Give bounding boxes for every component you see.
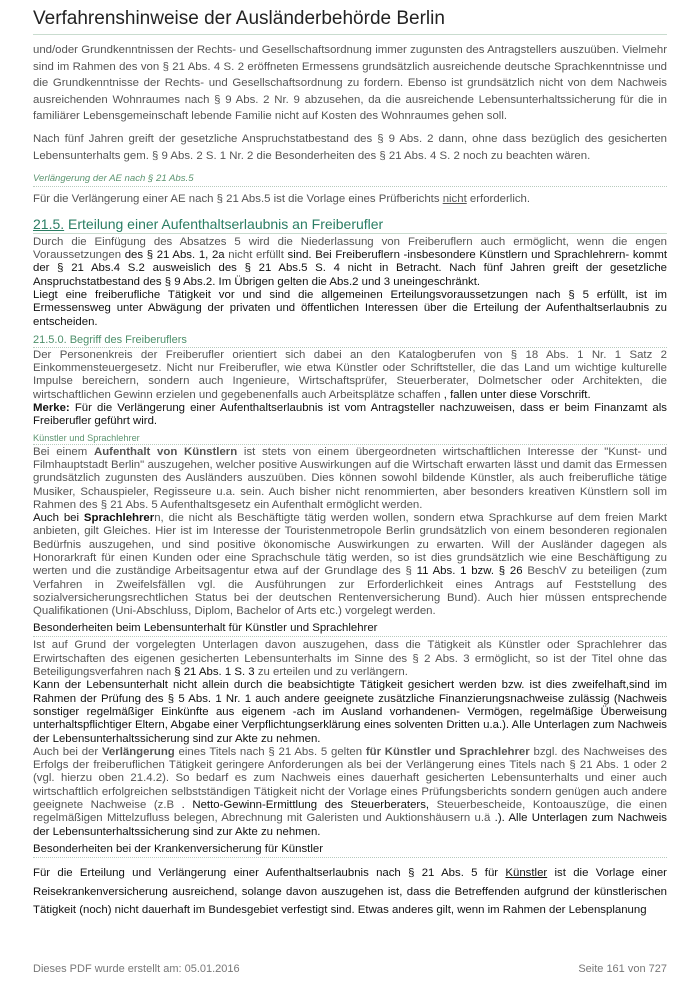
- lebensunterhalt-p3-black-2: .). Alle Unterlagen zum Nachweis der Lebensunterhaltssicherung sind zur Akte zu nehmen.: [33, 812, 667, 838]
- kuenstler-p2-part-c: BeschV zu beteiligen (zum Verfahren in Zweifelsfällen vgl. die Ausführungen zur Erforderlichkeit eines Antrags auf Feststellung des sozialversicherungsrechtlichen Status bei der deutschen Rentenversicherung Bund). Auch hier müssen entsprechende Qualifikationen (Uni-Abschluss, Diplom, Bachelor of Arts etc.) vorgelegt werden.: [33, 565, 667, 618]
- kuenstler-p1-bold: Aufenthalt von Künstlern: [93, 445, 238, 458]
- begriff-heading: 21.5.0. Begriff des Freiberuflers: [33, 334, 667, 348]
- section-number: 21.5.: [33, 215, 65, 232]
- lebensunterhalt-paragraph-2: Kann der Lebensunterhalt nicht allein durch die beabsichtigte Tätigkeit gesichert werden bzw. ist dies zweifelhaft,sind im Rahmen der Prüfung des § 5 Abs. 1 Nr. 1 auch andere geeignete zusätzliche Finanzierungsnachweise zulässig (Nachweis sonstiger regelmäßiger Einkünfte aus eigenem -ach im Ausland vorhandenen- Vermögen, regelmäßige Überweisung unterhaltspflichtiger Eltern, Abgabe einer Verpflichtungserklärung eines solventen Dritten u.a.). Alle Unterlagen zum Nachweis der Lebensunterhaltssicherung sind zur Akte zu nehmen.: [33, 679, 667, 745]
- lebensunterhalt-p3-part-c: bzgl. des Nachweises des Erfolgs der freiberuflichen Tätigkeit geringere Anforderungen als bei der Verlängerung eines Titels nach § 21 Abs. 1 oder 2 (vgl. hierzu oben 21.4.2). So bedarf es zum Nachweis eines dauerhaft gesicherten Lebensunterhalts und einer auch wirtschaftlich erfolgreichen selbstständigen Tätigkeit nicht der Vorlage eines Prüfungsberichts sondern genügen auch andere geeignete Nachweise (z.B: [33, 745, 668, 812]
- intro-paragraph-1: und/oder Grundkenntnissen der Rechts- und Gesellschaftsordnung immer zugunsten des Antragstellers auszuüben. Vielmehr sind im Rahmen des von § 21 Abs. 4 S. 2 eröffneten Ermessens grundsätzlich ausreichende deutsche Sprachkenntnisse und die Grundkenntnisse der Rechts- und Gesellschaftsordnung zu fordern. Ebenso ist grundsätzlich nicht von dem Nachweis ausreichenden Wohnraumes nach § 9 Abs. 2 Nr. 9 abzusehen, da die ausreichende Lebensunterhaltssicherung für die in familiärer Lebensgemeinschaft lebende Familie nicht auf Kosten des Wohnraumes gehen soll.: [33, 44, 667, 123]
- kranken-paragraph: [33, 864, 667, 920]
- footer-created-date: Dieses PDF wurde erstellt am: 05.01.2016: [33, 963, 240, 975]
- lebensunterhalt-p3-bold-1: Verlängerung: [101, 745, 175, 758]
- verlaengerung-heading: Verlängerung der AE nach § 21 Abs.5: [33, 173, 667, 187]
- kuenstler-p2-part-a: Auch bei: [33, 512, 84, 525]
- page-footer: [33, 963, 667, 975]
- lebensunterhalt-p3-part-a: Auch bei der: [33, 745, 102, 758]
- intro-paragraph-2: Nach fünf Jahren greift der gesetzliche Anspruchstatbestand des § 9 Abs. 2 dann, ohne dass bezüglich des gesicherten Lebensunterhalts gem. § 9 Abs. 2 S. 1 Nr. 2 die Besonderheiten des § 21 Abs. 4 S. 2 noch zu beachten wären.: [33, 132, 667, 162]
- verlaengerung-text-before: Für die Verlängerung einer AE nach § 21 Abs.5 ist die Vorlage eines Prüfberichts: [33, 193, 443, 206]
- merke-paragraph: [33, 402, 667, 429]
- begriff-paragraph-1: [33, 349, 667, 402]
- lebensunterhalt-p1-black: § 21 Abs. 1 S. 3: [174, 666, 255, 679]
- kuenstler-p2-black: 11 Abs. 1 bzw. § 26: [416, 565, 523, 578]
- kuenstler-paragraph-2: [33, 512, 667, 618]
- section-p1-part-d: sind. Bei Freiberuflern -insbesondere Künstlern und Sprachlehrern- kommt der § 21 Abs.4 S.2 ausweislich des § 21 Abs.5 S. 4 nicht in Betracht. Nach fünf Jahren greift der gesetzliche Anspruchstatbestand des § 9 Abs.2. Im Übrigen gelten die Abs.2 und 3 uneingeschränkt.: [33, 249, 667, 288]
- section-heading: [33, 216, 667, 234]
- kuenstler-p2-bold: Sprachlehrer: [83, 512, 155, 525]
- lebensunterhalt-paragraph-1: [33, 639, 667, 679]
- section-p1-part-a: Durch die Einfügung des Absatzes 5 wird die Niederlassung von Freiberuflern auch ermöglicht, wenn die engen Voraussetzungen: [33, 235, 667, 262]
- section-paragraph-1: [33, 236, 667, 289]
- merke-text: Für die Verlängerung einer Aufenthaltserlaubnis ist vom Antragsteller nachzuweisen, dass er beim Finanzamt als Freiberufler geführt wird.: [33, 402, 667, 428]
- begriff-p1-part-a: Der Personenkreis der Freiberufler orientiert sich dabei an den Katalogberufen von § 18 Abs. 1 Nr. 1 Satz 2 Einkommensteuergesetz. Nicht nur Freiberufler, wie etwa Künstler oder Schriftsteller, die das Land um wichtige kulturelle Impulse bereichern, sondern auch Ingenieure, Wirtschaftsprüfer, Steuerberater, Dolmetscher oder Architekten, die wirtschaftlichen Gewinn erzielen und gegebenenfalls auch Arbeitsplätze schaffen: [33, 348, 667, 401]
- section-paragraph-2: Liegt eine freiberufliche Tätigkeit vor und sind die allgemeinen Erteilungsvoraussetzungen nach § 5 erfüllt, ist im Ermessensweg unter Abwägung der privaten und öffentlichen Interessen über die Erteilung der Aufenthaltserlaubnis zu entscheiden.: [33, 288, 667, 328]
- kranken-text-underlined: Künstler: [505, 866, 548, 879]
- kuenstler-p1-part-a: Bei einem: [33, 445, 94, 458]
- document-body: [33, 42, 667, 926]
- kuenstler-paragraph-1: [33, 446, 667, 512]
- section-p1-part-c: nicht erfüllt: [228, 249, 288, 262]
- kuenstler-p2-part-b: n, die nicht als Beschäftigte tätig werden wollen, sondern etwa Sprachkurse auf dem freien Markt anbieten, gilt Gleiches. Hier ist im Interesse der Touristenmetropole Berlin grundsätzlich von einem besonderen regionalen Bedürfnis auszugehen, und sind positive ökonomische Auswirkungen zu erwarten. Will der Ausländer dagegen als Honorarkraft für einen Kunden oder eine Sprachschule tätig werden, so ist dies grundsätzlich wie eine Beschäftigung zu werten und die zuständige Arbeitsagentur etwa auf der Grundlage des §: [33, 512, 667, 578]
- lebensunterhalt-p3-bold-2: für Künstler und Sprachlehrer: [365, 745, 530, 758]
- lebensunterhalt-p3-part-b: eines Titels nach § 21 Abs. 5 gelten: [174, 745, 366, 758]
- verlaengerung-text-underlined: nicht: [442, 193, 467, 206]
- merke-label: Merke:: [33, 402, 70, 415]
- lebensunterhalt-p3-black-1: . Netto-Gewinn-Ermittlung des Steuerberaters,: [181, 799, 430, 812]
- page-header: [33, 8, 667, 35]
- verlaengerung-paragraph: [33, 191, 667, 208]
- kranken-text-after: ist die Vorlage einer Reisekrankenversicherung ausreichend, solange davon auszugehen ist, dass die Betreffenden aufgrund der künstlerischen Tätigkeit (noch) nicht dauerhaft im Bundesgebiet verfestigt sind. Etwas anderes gilt, wenn im Rahmen der Lebensplanung: [33, 866, 667, 917]
- kuenstler-p1-part-b: ist stets von einem übergeordneten wirtschaftlichen Interesse der "Kunst- und Filmhauptstadt Berlin" auszugehen, welcher positive Auswirkungen auf die Wirtschaft erwarten lässt und damit das Ermessen grundsätzlich zugunsten des Ausländers auszuüben. Dies können sowohl bildende Künstler, als auch freiberufliche tätige Musiker, Schauspieler, Regisseure u.a. sein. Auch bisher nicht renommierten, aber besonders kreativen Künstlern soll im Rahmen des § 21 Abs. 5 Aufenthaltsgesetz ein Aufenthalt ermöglicht werden.: [33, 445, 667, 511]
- lebensunterhalt-paragraph-3: [33, 746, 667, 839]
- begriff-p1-part-b: , fallen unter diese Vorschrift.: [443, 388, 591, 401]
- lebensunterhalt-p1-part-a: Ist auf Grund der vorgelegten Unterlagen davon auszugehen, dass die Tätigkeit als Künstler oder Sprachlehrer das Erwirtschaften des eigenen gesicherten Lebensunterhalts im Sinne des § 2 Abs. 3 ermöglicht, so ist der Titel ohne das Beteiligungsverfahren nach: [33, 639, 667, 679]
- kranken-text-before: Für die Erteilung und Verlängerung einer Aufenthaltserlaubnis nach § 21 Abs. 5 für: [33, 866, 506, 879]
- footer-page-number: Seite 161 von 727: [578, 963, 667, 975]
- section-p1-part-b: des § 21 Abs. 1, 2a: [124, 249, 229, 262]
- kuenstler-heading: Künstler und Sprachlehrer: [33, 433, 667, 445]
- section-title: Erteilung einer Aufenthaltserlaubnis an Freiberufler: [64, 215, 384, 232]
- verlaengerung-text-after: erforderlich.: [466, 193, 531, 206]
- lebensunterhalt-p1-part-b: zu erteilen und zu verlängern.: [254, 666, 408, 679]
- lebensunterhalt-p3-part-d: Steuerbescheide, Kontoauszüge, die einen regelmäßigen Mittelzufluss belegen, Abrechnung mit Galeristen und Auktionshäusern u.ä: [33, 799, 667, 825]
- document-title: Verfahrenshinweise der Ausländerbehörde Berlin: [33, 8, 445, 29]
- lebensunterhalt-heading: Besonderheiten beim Lebensunterhalt für Künstler und Sprachlehrer: [33, 622, 667, 637]
- kranken-heading: Besonderheiten bei der Krankenversicherung für Künstler: [33, 843, 667, 858]
